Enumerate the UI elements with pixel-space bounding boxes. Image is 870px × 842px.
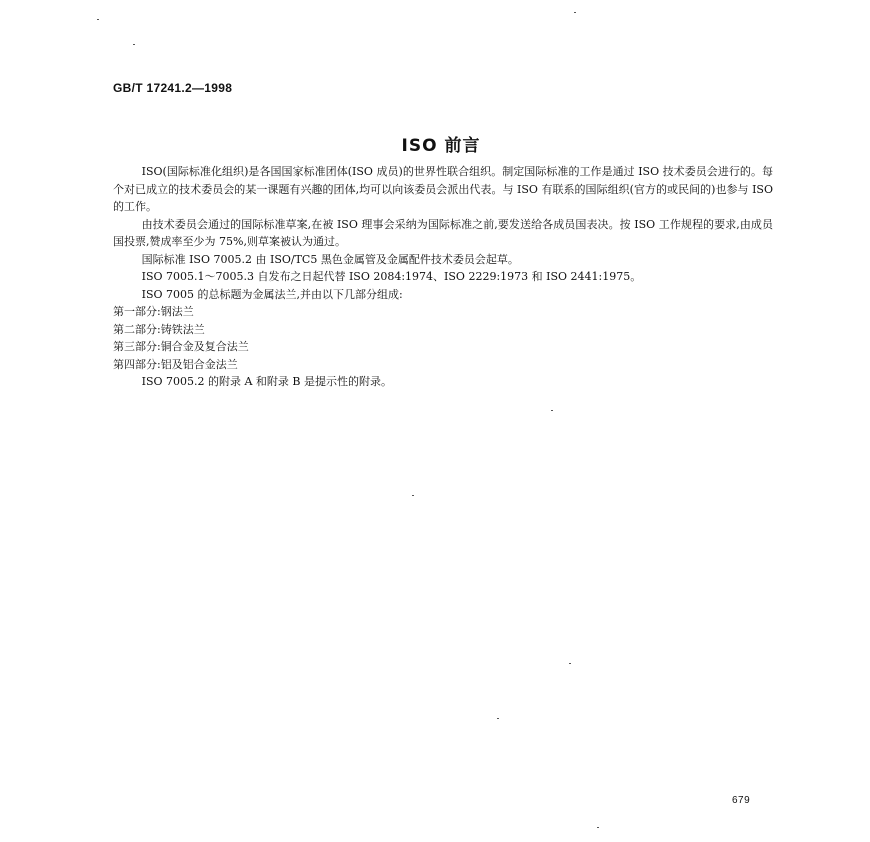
paragraph-iso-intro: ISO(国际标准化组织)是各国国家标准团体(ISO 成员)的世界性联合组织。制定国际标准的工作是通过 ISO 技术委员会进行的。每个对已成立的技术委员会的某一课题有兴趣的团体,均可以向该委员会派出代表。与 ISO 有联系的国际组织(官方的或民间的)也参与 ISO 的工作。 <box>113 165 773 213</box>
scan-speck <box>412 495 414 496</box>
scan-speck <box>597 827 599 828</box>
part-item-2: 第二部分:铸铁法兰 <box>113 322 205 336</box>
paragraph-replacement: ISO 7005.1～7005.3 自发布之日起代替 ISO 2084:1974、ISO 2229:1973 和 ISO 2441:1975。 <box>141 270 642 283</box>
part-item-1: 第一部分:钢法兰 <box>113 305 194 318</box>
scan-speck <box>133 44 135 45</box>
scan-speck <box>497 718 499 719</box>
part-item-3: 第三部分:铜合金及复合法兰 <box>113 340 249 353</box>
scan-speck <box>574 12 576 13</box>
page-title: ISO 前言 <box>401 136 481 156</box>
paragraph-voting: 由技术委员会通过的国际标准草案,在被 ISO 理事会采纳为国际标准之前,要发送给各成员国表决。按 ISO 工作规程的要求,由成员国投票,赞成率至少为 75%,则草案被认为通过。 <box>113 217 773 248</box>
part-item-4: 第四部分:铝及铝合金法兰 <box>113 357 238 371</box>
paragraph-general-title: ISO 7005 的总标题为金属法兰,并由以下几部分组成: <box>141 287 403 301</box>
scan-speck <box>97 19 99 20</box>
scan-speck <box>551 410 553 411</box>
paragraph-annexes: ISO 7005.2 的附录 A 和附录 B 是提示性的附录。 <box>141 375 392 388</box>
paragraph-drafting: 国际标准 ISO 7005.2 由 ISO/TC5 黑色金属管及金属配件技术委员会起草。 <box>141 252 519 266</box>
scan-speck <box>569 663 571 664</box>
page-number: 679 <box>732 795 751 806</box>
standard-code: GB/T 17241.2—1998 <box>113 81 233 95</box>
document-body <box>113 163 773 391</box>
